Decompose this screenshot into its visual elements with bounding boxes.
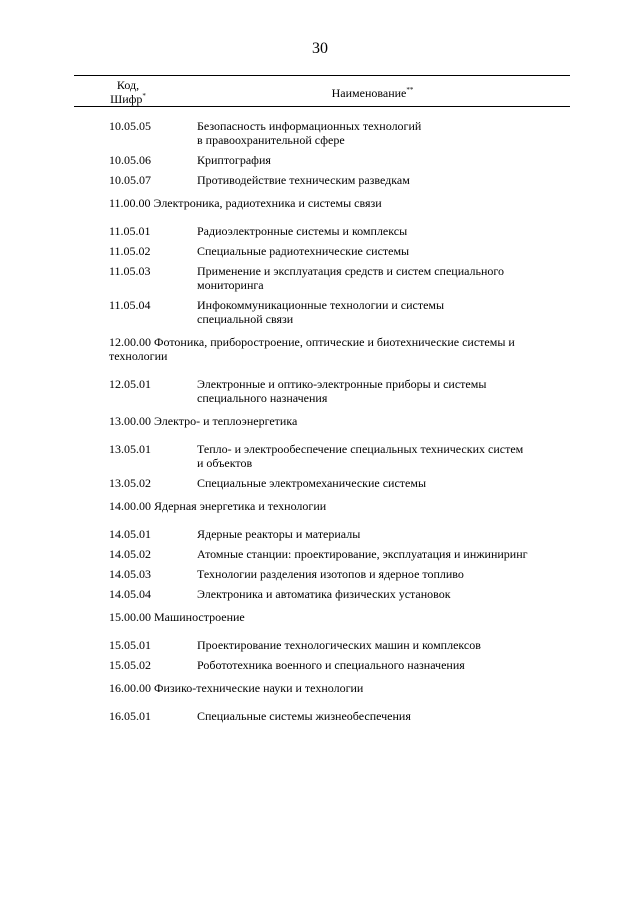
list-item (109, 173, 559, 187)
list-item (109, 377, 559, 405)
specialty-code: 10.05.06 (109, 153, 151, 167)
column-header-name-text: Наименование (331, 86, 407, 100)
table-header-top-rule (74, 75, 570, 76)
column-header-name (175, 86, 570, 101)
specialty-code: 12.05.01 (109, 377, 151, 391)
column-header-code-text: Шифр (110, 92, 143, 106)
list-item (109, 153, 559, 167)
specialty-name: Радиоэлектронные системы и комплексы (197, 224, 408, 238)
column-header-code-line1: Код, (116, 78, 140, 92)
list-item (109, 547, 559, 561)
specialty-code: 14.05.04 (109, 587, 151, 601)
specialty-name: Технологии разделения изотопов и ядерное топливо (197, 567, 464, 581)
specialty-code: 13.05.02 (109, 476, 151, 490)
list-item (109, 709, 559, 723)
specialty-code: 14.05.01 (109, 527, 151, 541)
specialty-code: 14.05.02 (109, 547, 151, 561)
specialty-list (109, 119, 559, 729)
specialty-code: 11.05.04 (109, 298, 151, 312)
specialty-code: 14.05.03 (109, 567, 151, 581)
column-header-code-line2 (84, 92, 172, 106)
specialty-name: Специальные системы жизнеобеспечения (197, 709, 411, 723)
specialty-code: 11.05.01 (109, 224, 151, 238)
table-header-bottom-rule (74, 106, 570, 107)
specialty-code: 11.05.03 (109, 264, 151, 278)
group-heading: 16.00.00 Физико-технические науки и технологии (109, 681, 364, 695)
list-item (109, 119, 559, 147)
specialty-name: Специальные радиотехнические системы (197, 244, 410, 258)
specialty-code: 15.05.02 (109, 658, 151, 672)
specialty-name: Безопасность информационных технологий в правоохранительной сфере (197, 119, 422, 147)
specialty-name: Электроника и автоматика физических установок (197, 587, 451, 601)
specialty-code: 16.05.01 (109, 709, 151, 723)
group-heading: 13.00.00 Электро- и теплоэнергетика (109, 414, 298, 428)
list-item (109, 527, 559, 541)
group-heading: 15.00.00 Машиностроение (109, 610, 245, 624)
specialty-name: Робототехника военного и специального назначения (197, 658, 465, 672)
specialty-code: 10.05.05 (109, 119, 151, 133)
list-item (109, 224, 559, 238)
specialty-code: 11.05.02 (109, 244, 151, 258)
specialty-name: Атомные станции: проектирование, эксплуатация и инжиниринг (197, 547, 528, 561)
list-item (109, 638, 559, 652)
page-number: 30 (312, 40, 328, 57)
group-heading: 14.00.00 Ядерная энергетика и технологии (109, 499, 327, 513)
specialty-code: 13.05.01 (109, 442, 151, 456)
column-header-code (84, 78, 172, 106)
specialty-name: Инфокоммуникационные технологии и системы специальной связи (197, 298, 445, 326)
list-item (109, 264, 559, 292)
specialty-name: Криптография (197, 153, 271, 167)
list-item (109, 244, 559, 258)
list-item (109, 476, 559, 490)
specialty-name: Применение и эксплуатация средств и систем специального мониторинга (197, 264, 505, 292)
list-item (109, 298, 559, 326)
specialty-name: Специальные электромеханические системы (197, 476, 427, 490)
list-item (109, 567, 559, 581)
specialty-code: 10.05.07 (109, 173, 151, 187)
specialty-name: Тепло- и электрообеспечение специальных технических систем и объектов (197, 442, 524, 470)
group-heading: 12.00.00 Фотоника, приборостроение, оптические и биотехнические системы и технологии (109, 335, 515, 363)
list-item (109, 658, 559, 672)
footnote-mark: * (142, 92, 146, 100)
footnote-mark: ** (406, 86, 414, 94)
specialty-name: Противодействие техническим разведкам (197, 173, 410, 187)
list-item (109, 587, 559, 601)
specialty-name: Проектирование технологических машин и комплексов (197, 638, 481, 652)
specialty-name: Электронные и оптико-электронные приборы и системы специального назначения (197, 377, 487, 405)
list-item (109, 442, 559, 470)
specialty-name: Ядерные реакторы и материалы (197, 527, 361, 541)
group-heading: 11.00.00 Электроника, радиотехника и системы связи (109, 196, 382, 210)
specialty-code: 15.05.01 (109, 638, 151, 652)
